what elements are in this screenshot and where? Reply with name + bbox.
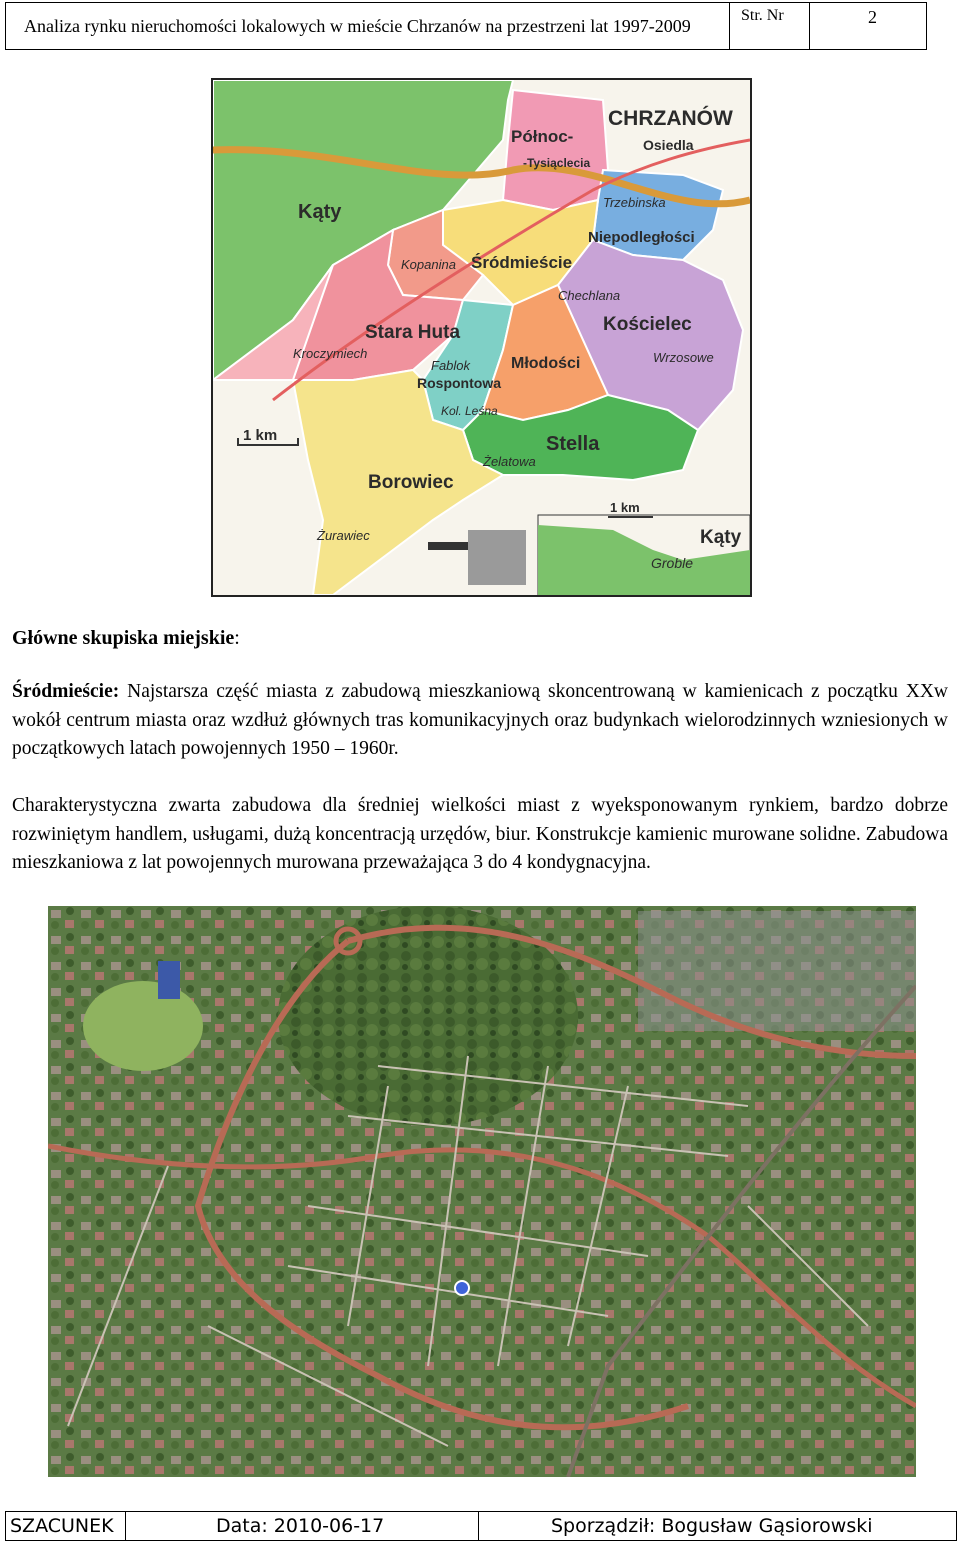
map-label-rospontowa: Rospontowa: [417, 375, 501, 391]
map-label-wrzosowe: Wrzosowe: [653, 350, 714, 365]
map-label-zurawiec: Żurawiec: [317, 528, 370, 543]
inset-scale-label: 1 km: [610, 500, 640, 515]
map-label-kopanina: Kopanina: [401, 257, 456, 272]
map-label-kol-lesna: Kol. Leśna: [441, 404, 498, 418]
footer-date: Data: 2010-06-17: [126, 1512, 479, 1540]
map-city-label: CHRZANÓW: [608, 107, 733, 130]
page-number-label: Str. Nr: [741, 7, 784, 24]
locator-map-bar: [428, 542, 468, 550]
map-label-inset-katy: Kąty: [700, 527, 742, 548]
map-label-kroczymiech: Kroczymiech: [293, 346, 368, 361]
map-label-tysiaclecia: -Tysiąclecia: [523, 156, 591, 170]
map-label-groble: Groble: [651, 555, 694, 571]
district-map: [211, 78, 752, 597]
map-label-zelatowa: Żelatowa: [483, 454, 536, 469]
document-title: Analiza rynku nieruchomości lokalowych w mieście Chrzanów na przestrzeni lat 1997-2009: [6, 3, 730, 49]
page-footer: [5, 1511, 957, 1541]
map-label-koscielec: Kościelec: [603, 314, 692, 335]
map-label-osiedla: Osiedla: [643, 137, 694, 153]
location-marker: [455, 1281, 469, 1295]
paragraph-srodmiescie: [12, 678, 948, 764]
aerial-blue-roof: [158, 961, 180, 999]
paragraph-characteristics: Charakterystyczna zwarta zabudowa dla średniej wielkości miast z wyeksponowanym rynkiem, bardzo dobrze rozwiniętym handlem, usługami, dużą koncentracją urzędów, biur. Konstrukcje kamienic murowane solidne. Zabudowa mieszkaniowa z lat powojennych murowana przeważająca 3 do 4 kondygnacyjna.: [12, 795, 948, 873]
map-label-stella: Stella: [546, 433, 600, 455]
section-heading-text: Główne skupiska miejskie: [12, 627, 235, 649]
page-number: 2: [868, 7, 877, 27]
map-label-stara-huta: Stara Huta: [365, 322, 461, 343]
section-heading-colon: :: [234, 627, 240, 649]
map-label-mlodosci: Młodości: [511, 355, 581, 372]
section-heading: [12, 627, 240, 650]
district-map-graphic: [213, 80, 750, 595]
map-label-niepodleglosci: Niepodległości: [588, 229, 695, 246]
paragraph-body-1: Najstarsza część miasta z zabudową mieszkaniową skoncentrowaną w kamienicach z początku XXw wokół centrum miasta oraz wzdłuż głównych tras komunikacyjnych oraz budynkach wielorodzinnych wzniesionych w początkowych latach powojennych 1950 – 1960r.: [12, 681, 948, 759]
map-label-srodmiescie: Śródmieście: [471, 253, 573, 272]
main-scale-label: 1 km: [243, 427, 278, 444]
footer-status: SZACUNEK: [6, 1512, 126, 1540]
aerial-photo: [48, 906, 916, 1477]
page-header: [5, 2, 927, 50]
map-label-fablok: Fablok: [431, 358, 471, 373]
map-label-borowiec: Borowiec: [368, 472, 454, 493]
map-label-trzebinska: Trzebinska: [603, 195, 666, 210]
footer-author: Sporządził: Bogusław Gąsiorowski: [551, 1515, 873, 1537]
aerial-industrial-area: [638, 911, 916, 1031]
paragraph-lead: Śródmieście:: [12, 681, 120, 702]
locator-map: [468, 530, 526, 585]
aerial-field: [83, 981, 203, 1071]
aerial-photo-graphic: [48, 906, 916, 1477]
map-label-katy: Kąty: [298, 201, 342, 223]
map-label-chechlana: Chechlana: [558, 288, 621, 303]
map-label-polnoc: Północ-: [511, 127, 574, 146]
